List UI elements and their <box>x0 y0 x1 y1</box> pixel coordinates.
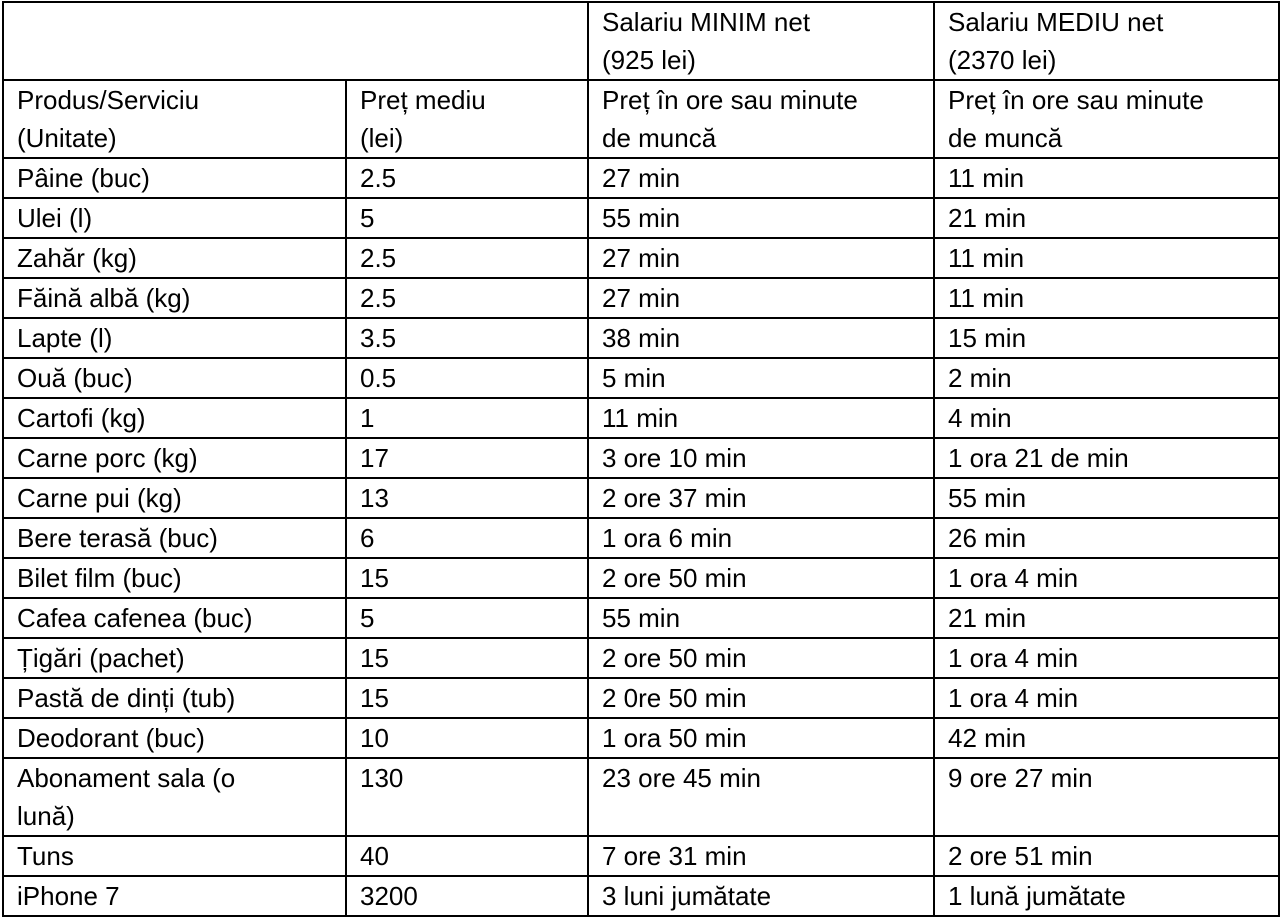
table-row <box>3 358 1279 398</box>
avg-wage-time-cell: 1 ora 4 min <box>934 558 1279 598</box>
min-wage-time-cell: 2 ore 50 min <box>588 638 934 678</box>
avg-wage-time-cell: 2 ore 51 min <box>934 836 1279 876</box>
product-column-header <box>3 80 346 158</box>
avg-wage-time-cell: 1 ora 4 min <box>934 678 1279 718</box>
price-cell: 13 <box>346 478 588 518</box>
price-cell: 15 <box>346 678 588 718</box>
product-cell: Bere terasă (buc) <box>3 518 346 558</box>
table-row <box>3 558 1279 598</box>
price-cell: 10 <box>346 718 588 758</box>
table-row <box>3 238 1279 278</box>
price-cell: 0.5 <box>346 358 588 398</box>
avg-wage-time-cell: 1 ora 21 de min <box>934 438 1279 478</box>
avg-salary-header <box>934 2 1279 80</box>
product-cell: Cafea cafenea (buc) <box>3 598 346 638</box>
price-cell: 15 <box>346 558 588 598</box>
min-wage-time-cell: 27 min <box>588 158 934 198</box>
product-header-line2: (Unitate) <box>17 123 117 153</box>
min-salary-header <box>588 2 934 80</box>
avg-wage-time-cell: 11 min <box>934 238 1279 278</box>
table-row <box>3 398 1279 438</box>
product-cell-line2: lună) <box>17 801 75 831</box>
product-cell: Pastă de dinți (tub) <box>3 678 346 718</box>
min-wage-time-cell: 38 min <box>588 318 934 358</box>
avg-wage-time-header-line2: de muncă <box>948 123 1063 153</box>
table-row <box>3 678 1279 718</box>
price-cell: 2.5 <box>346 238 588 278</box>
price-header-line1: Preț mediu <box>360 85 486 115</box>
avg-wage-time-cell: 4 min <box>934 398 1279 438</box>
salary-header-row <box>3 2 1279 80</box>
table-row <box>3 318 1279 358</box>
price-cell: 2.5 <box>346 278 588 318</box>
avg-wage-time-cell: 1 lună jumătate <box>934 876 1279 916</box>
min-salary-header-line1: Salariu MINIM net <box>602 7 811 37</box>
table-row <box>3 876 1279 916</box>
avg-wage-time-cell: 15 min <box>934 318 1279 358</box>
min-wage-time-cell: 2 0re 50 min <box>588 678 934 718</box>
min-wage-time-cell: 7 ore 31 min <box>588 836 934 876</box>
min-salary-header-line2: (925 lei) <box>602 45 696 75</box>
min-wage-time-cell: 2 ore 37 min <box>588 478 934 518</box>
avg-wage-time-cell: 2 min <box>934 358 1279 398</box>
product-cell: Deodorant (buc) <box>3 718 346 758</box>
product-cell: Ulei (l) <box>3 198 346 238</box>
price-column-header <box>346 80 588 158</box>
price-cell: 2.5 <box>346 158 588 198</box>
product-cell <box>3 758 346 836</box>
table-row <box>3 718 1279 758</box>
table-row <box>3 158 1279 198</box>
product-cell: Lapte (l) <box>3 318 346 358</box>
price-header-line2: (lei) <box>360 123 404 153</box>
avg-wage-time-cell: 55 min <box>934 478 1279 518</box>
product-cell: Cartofi (kg) <box>3 398 346 438</box>
min-wage-time-cell: 27 min <box>588 278 934 318</box>
avg-wage-time-cell: 9 ore 27 min <box>934 758 1279 836</box>
table-row <box>3 836 1279 876</box>
product-cell: iPhone 7 <box>3 876 346 916</box>
price-cell: 40 <box>346 836 588 876</box>
product-cell: Bilet film (buc) <box>3 558 346 598</box>
price-cell: 130 <box>346 758 588 836</box>
table-row <box>3 758 1279 836</box>
price-cell: 1 <box>346 398 588 438</box>
avg-wage-time-cell: 21 min <box>934 198 1279 238</box>
product-cell-line1: Abonament sala (o <box>17 763 236 793</box>
min-wage-time-cell: 2 ore 50 min <box>588 558 934 598</box>
table-row <box>3 518 1279 558</box>
table-row <box>3 638 1279 678</box>
product-header-line1: Produs/Serviciu <box>17 85 200 115</box>
min-wage-time-cell: 55 min <box>588 198 934 238</box>
product-cell: Pâine (buc) <box>3 158 346 198</box>
avg-wage-time-cell: 26 min <box>934 518 1279 558</box>
avg-wage-time-cell: 1 ora 4 min <box>934 638 1279 678</box>
avg-wage-time-cell: 11 min <box>934 278 1279 318</box>
avg-salary-header-line2: (2370 lei) <box>948 45 1057 75</box>
min-wage-time-cell: 27 min <box>588 238 934 278</box>
avg-wage-time-header-line1: Preț în ore sau minute <box>948 85 1204 115</box>
product-cell: Carne porc (kg) <box>3 438 346 478</box>
avg-wage-time-cell: 11 min <box>934 158 1279 198</box>
avg-wage-time-cell: 42 min <box>934 718 1279 758</box>
min-wage-time-header-line1: Preț în ore sau minute <box>602 85 858 115</box>
price-cell: 5 <box>346 198 588 238</box>
price-cell: 6 <box>346 518 588 558</box>
avg-salary-header-line1: Salariu MEDIU net <box>948 7 1164 37</box>
min-wage-time-cell: 1 ora 50 min <box>588 718 934 758</box>
price-cell: 3.5 <box>346 318 588 358</box>
product-cell: Tuns <box>3 836 346 876</box>
table-row <box>3 478 1279 518</box>
avg-wage-time-cell: 21 min <box>934 598 1279 638</box>
min-wage-time-header-line2: de muncă <box>602 123 717 153</box>
product-cell: Țigări (pachet) <box>3 638 346 678</box>
product-cell: Zahăr (kg) <box>3 238 346 278</box>
product-cell: Făină albă (kg) <box>3 278 346 318</box>
min-wage-time-cell: 23 ore 45 min <box>588 758 934 836</box>
price-cell: 5 <box>346 598 588 638</box>
min-wage-time-column-header <box>588 80 934 158</box>
empty-header-cell <box>3 2 588 80</box>
avg-wage-time-column-header <box>934 80 1279 158</box>
price-cell: 15 <box>346 638 588 678</box>
column-header-row <box>3 80 1279 158</box>
table-row <box>3 278 1279 318</box>
product-cell: Carne pui (kg) <box>3 478 346 518</box>
price-cell: 3200 <box>346 876 588 916</box>
table-row <box>3 598 1279 638</box>
price-in-work-time-table <box>2 1 1280 917</box>
min-wage-time-cell: 11 min <box>588 398 934 438</box>
min-wage-time-cell: 3 luni jumătate <box>588 876 934 916</box>
table-row <box>3 438 1279 478</box>
product-cell: Ouă (buc) <box>3 358 346 398</box>
min-wage-time-cell: 55 min <box>588 598 934 638</box>
min-wage-time-cell: 5 min <box>588 358 934 398</box>
min-wage-time-cell: 3 ore 10 min <box>588 438 934 478</box>
min-wage-time-cell: 1 ora 6 min <box>588 518 934 558</box>
price-cell: 17 <box>346 438 588 478</box>
table-row <box>3 198 1279 238</box>
